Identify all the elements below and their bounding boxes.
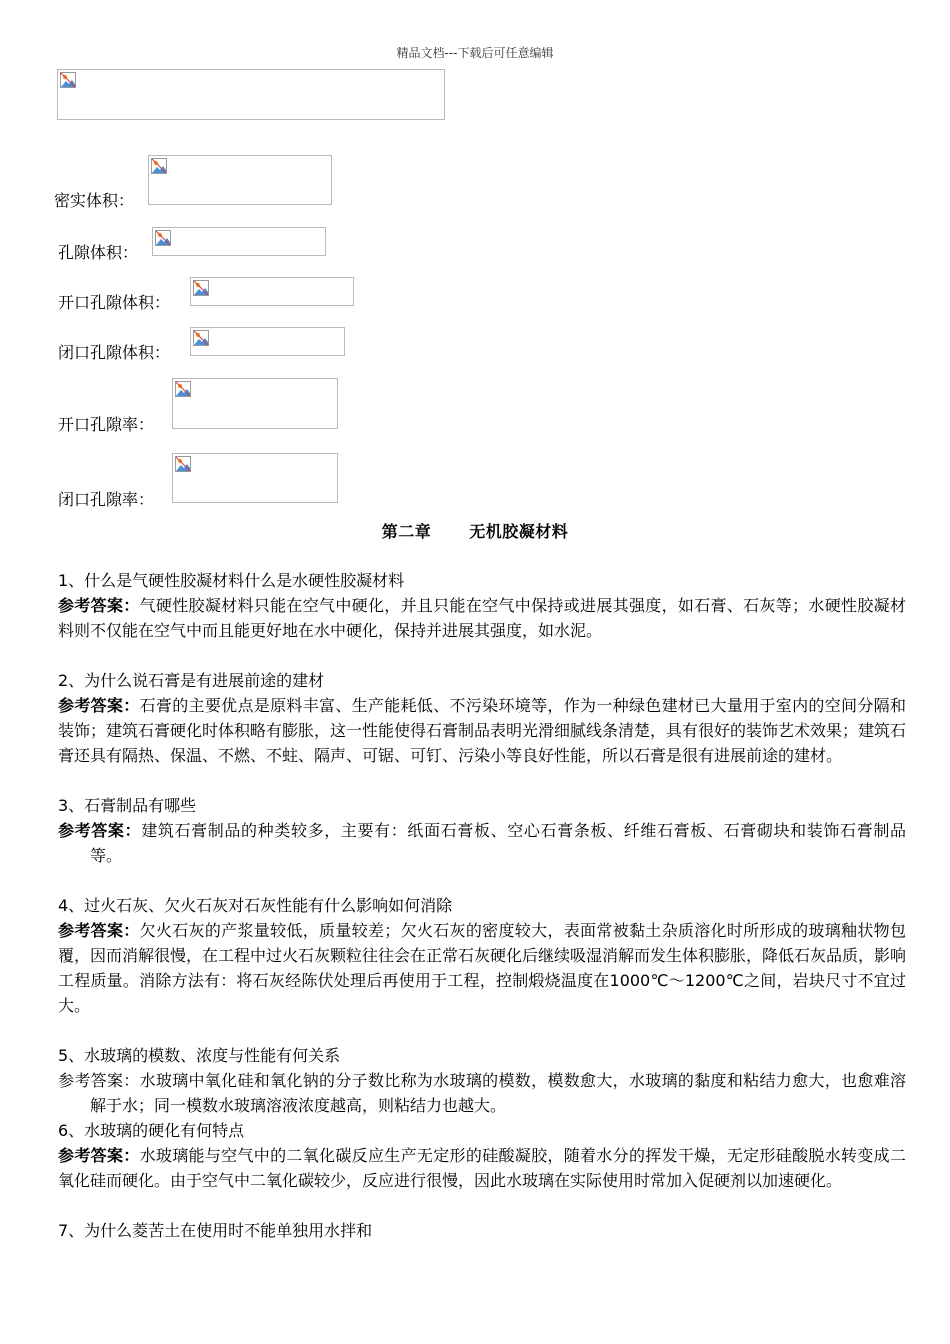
formula-image bbox=[190, 277, 354, 306]
dense-volume-label: 密实体积： bbox=[54, 191, 135, 210]
broken-image-icon bbox=[155, 230, 171, 246]
answer-text: 建筑石膏制品的种类较多，主要有：纸面石膏板、空心石膏条板、纤维石膏板、石膏砌块和装饰石膏制品等。 bbox=[90, 821, 906, 865]
answer-label: 参考答案： bbox=[58, 696, 140, 715]
answer-label: 参考答案： bbox=[58, 1071, 140, 1090]
formula-image bbox=[172, 378, 338, 429]
answer-label: 参考答案： bbox=[58, 921, 140, 940]
answer-label: 参考答案： bbox=[58, 596, 140, 615]
answer-text: 石膏的主要优点是原料丰富、生产能耗低、不污染环境等，作为一种绿色建材已大量用于室内的空间分隔和装饰；建筑石膏硬化时体积略有膨胀，这一性能使得石膏制品表明光滑细腻线条清楚，具有很好的装饰艺术效果；建筑石膏还具有隔热、保温、不燃、不蛀、隔声、可锯、可钉、污染小等良好性能，所以石膏是很有进展前途的建材。 bbox=[58, 696, 907, 765]
chapter-title: 无机胶凝材料 bbox=[469, 522, 569, 541]
question-2: 2、为什么说石膏是有进展前途的建材 bbox=[58, 671, 325, 690]
page-header: 精品文档---下载后可任意编辑 bbox=[396, 46, 554, 60]
answer-label: 参考答案： bbox=[58, 821, 142, 840]
question-7: 7、为什么菱苦土在使用时不能单独用水拌和 bbox=[58, 1221, 373, 1240]
formula-image bbox=[57, 69, 445, 120]
closed-porosity-label: 闭口孔隙率： bbox=[58, 490, 155, 509]
broken-image-icon bbox=[60, 72, 76, 88]
answer-1 bbox=[58, 593, 906, 643]
formula-image bbox=[148, 155, 332, 205]
answer-5 bbox=[58, 1068, 906, 1118]
question-3: 3、石膏制品有哪些 bbox=[58, 796, 197, 815]
answer-2 bbox=[58, 693, 906, 768]
open-porosity-label: 开口孔隙率： bbox=[58, 415, 155, 434]
broken-image-icon bbox=[151, 158, 167, 174]
question-4: 4、过火石灰、欠火石灰对石灰性能有什么影响如何消除 bbox=[58, 896, 453, 915]
question-6: 6、水玻璃的硬化有何特点 bbox=[58, 1121, 245, 1140]
answer-label: 参考答案： bbox=[58, 1146, 140, 1165]
broken-image-icon bbox=[175, 456, 191, 472]
formula-image bbox=[190, 327, 345, 356]
answer-3 bbox=[58, 818, 906, 868]
answer-text: 水玻璃能与空气中的二氧化碳反应生产无定形的硅酸凝胶，随着水分的挥发干燥，无定形硅酸脱水转变成二氧化硅而硬化。由于空气中二氧化碳较少，反应进行很慢，因此水玻璃在实际使用时常加入促硬剂以加速硬化。 bbox=[58, 1146, 906, 1190]
broken-image-icon bbox=[175, 381, 191, 397]
answer-text: 水玻璃中氧化硅和氧化钠的分子数比称为水玻璃的模数，模数愈大，水玻璃的黏度和粘结力愈大，也愈难溶解于水；同一模数水玻璃溶液浓度越高，则粘结力也越大。 bbox=[90, 1071, 906, 1115]
question-1: 1、什么是气硬性胶凝材料什么是水硬性胶凝材料 bbox=[58, 571, 405, 590]
chapter-heading bbox=[0, 519, 950, 542]
pore-volume-label: 孔隙体积： bbox=[58, 243, 139, 262]
question-5: 5、水玻璃的模数、浓度与性能有何关系 bbox=[58, 1046, 341, 1065]
broken-image-icon bbox=[193, 280, 209, 296]
broken-image-icon bbox=[193, 330, 209, 346]
open-pore-volume-label: 开口孔隙体积： bbox=[58, 293, 171, 312]
answer-6 bbox=[58, 1143, 906, 1193]
formula-image bbox=[152, 227, 326, 256]
qa-section bbox=[58, 568, 906, 1243]
answer-text: 气硬性胶凝材料只能在空气中硬化，并且只能在空气中保持或进展其强度，如石膏、石灰等；水硬性胶凝材料则不仅能在空气中而且能更好地在水中硬化，保持并进展其强度，如水泥。 bbox=[58, 596, 906, 640]
answer-4 bbox=[58, 918, 906, 1018]
chapter-number: 第二章 bbox=[381, 522, 432, 541]
answer-text: 欠火石灰的产浆量较低，质量较差；欠火石灰的密度较大，表面常被黏土杂质溶化时所形成的玻璃釉状物包覆，因而消解很慢，在工程中过火石灰颗粒往往会在正常石灰硬化后继续吸湿消解而发生体积膨胀，降低石灰品质，影响工程质量。消除方法有：将石灰经陈伏处理后再使用于工程，控制煅烧温度在1000℃～1200℃之间，岩块尺寸不宜过大。 bbox=[58, 921, 907, 1015]
formula-image bbox=[172, 453, 338, 503]
closed-pore-volume-label: 闭口孔隙体积： bbox=[58, 343, 171, 362]
